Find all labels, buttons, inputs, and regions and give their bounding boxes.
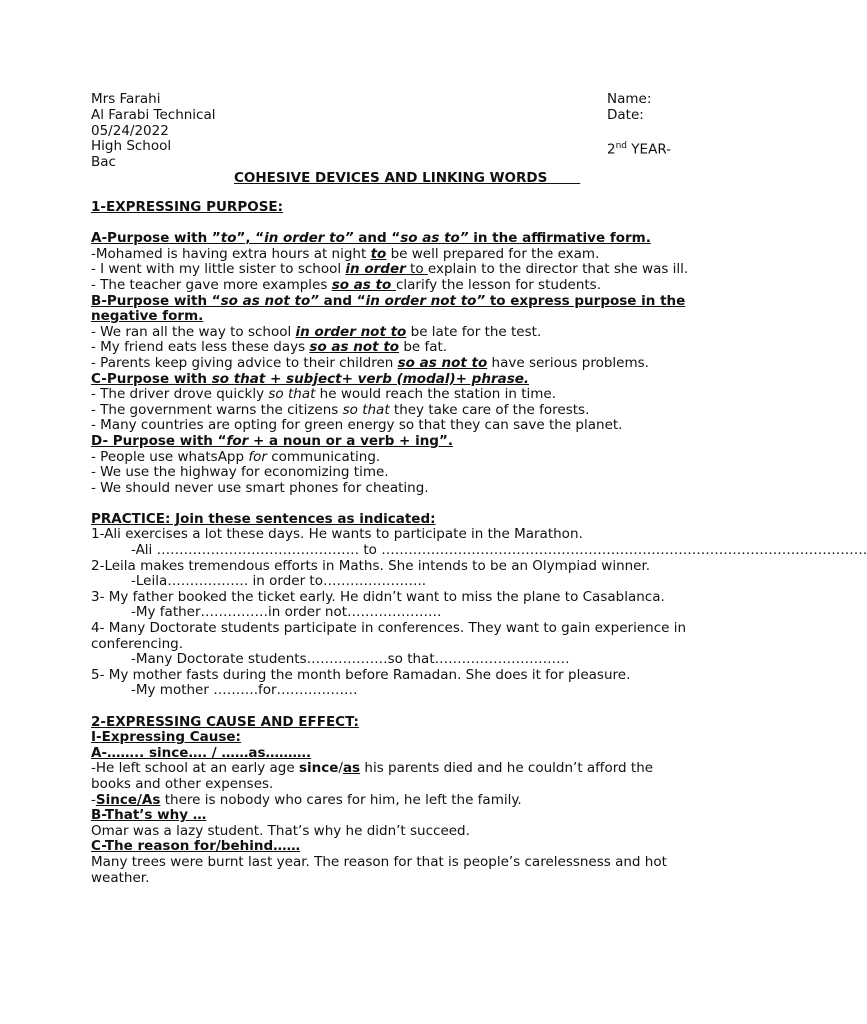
subheading-thats-why: B-That’s why …: [91, 807, 207, 824]
example-line: - The government warns the citizens so that they take care of the forests.: [91, 401, 590, 418]
school-level: Bac: [91, 154, 116, 171]
date-label: Date:: [607, 106, 644, 123]
subheading-a: A-Purpose with ”to”, “in order to” and “so as to” in the affirmative form.: [91, 230, 651, 247]
section-heading-cause: 2-EXPRESSING CAUSE AND EFFECT:: [91, 713, 359, 730]
subheading-d: D- Purpose with “for + a noun or a verb + ing”.: [91, 432, 453, 449]
practice-question: 2-Leila makes tremendous efforts in Maths. She intends to be an Olympiad winner.: [91, 557, 651, 574]
practice-answer-line[interactable]: -My mother ……….for………………: [131, 682, 358, 699]
year-label: 2nd YEAR-: [607, 141, 672, 158]
example-line: - We should never use smart phones for cheating.: [91, 479, 429, 496]
student-info: [607, 92, 671, 159]
practice-answer-line[interactable]: -Ali ……………………………………… to ………………………………………………………………………………………………: [131, 542, 867, 559]
example-line: - We use the highway for economizing time.: [91, 464, 389, 481]
subheading-b: B-Purpose with “so as not to” and “in order not to” to express purpose in the negative form.: [91, 292, 686, 325]
example-line: - People use whatsApp for communicating.: [91, 448, 381, 465]
worksheet-body: [91, 199, 867, 886]
example-line: - The driver drove quickly so that he would reach the station in time.: [91, 386, 556, 403]
subheading-cause: I-Expressing Cause:: [91, 729, 241, 746]
example-line: - I went with my little sister to school in order to explain to the director that she was ill.: [91, 261, 689, 278]
page-title: COHESIVE DEVICES AND LINKING WORDS: [234, 170, 581, 186]
practice-question: 1-Ali exercises a lot these days. He wants to participate in the Marathon.: [91, 526, 583, 543]
subheading-since-as: A-…….. since…. / ……as……….: [91, 744, 312, 761]
teacher-info: [91, 92, 216, 171]
example-line: -He left school at an early age since/as his parents died and he couldn’t afford the books and other expenses.: [91, 760, 654, 792]
example-line: - My friend eats less these days so as not to be fat.: [91, 339, 448, 356]
example-line: - The teacher gave more examples so as to clarify the lesson for students.: [91, 276, 601, 293]
school-name: Al Farabi Technical: [91, 106, 216, 123]
section-heading-purpose: 1-EXPRESSING PURPOSE:: [91, 199, 284, 215]
practice-answer-line[interactable]: -Many Doctorate students………………so that…………………………: [131, 651, 570, 668]
practice-question: 4- Many Doctorate students participate in conferences. They want to gain experience in conferencing.: [91, 620, 687, 652]
example-line: - Parents keep giving advice to their children so as not to have serious problems.: [91, 354, 649, 371]
example-line: Many trees were burnt last year. The reason for that is people’s carelessness and hot weather.: [91, 853, 667, 886]
example-line: -Since/As there is nobody who cares for him, he left the family.: [91, 791, 522, 808]
practice-question: 3- My father booked the ticket early. He didn’t want to miss the plane to Casablanca.: [91, 588, 665, 605]
example-line: Omar was a lazy student. That’s why he didn’t succeed.: [91, 822, 470, 839]
worksheet-date: 05/24/2022: [91, 122, 169, 139]
example-line: - Many countries are opting for green energy so that they can save the planet.: [91, 417, 623, 434]
subheading-reason: C-The reason for/behind……: [91, 838, 301, 855]
example-line: -Mohamed is having extra hours at night to be well prepared for the exam.: [91, 245, 600, 262]
practice-heading: PRACTICE: Join these sentences as indicated:: [91, 510, 436, 527]
practice-answer-line[interactable]: -Leila……………… in order to…………………..: [131, 573, 427, 590]
example-line: - We ran all the way to school in order not to be late for the test.: [91, 323, 542, 340]
subheading-c: C-Purpose with so that + subject+ verb (modal)+ phrase.: [91, 370, 530, 387]
practice-answer-line[interactable]: -My father……………in order not…………………: [131, 604, 442, 621]
teacher-name: Mrs Farahi: [91, 91, 161, 107]
name-label: Name:: [607, 91, 652, 107]
school-type: High School: [91, 138, 172, 155]
practice-question: 5- My mother fasts during the month before Ramadan. She does it for pleasure.: [91, 666, 631, 683]
